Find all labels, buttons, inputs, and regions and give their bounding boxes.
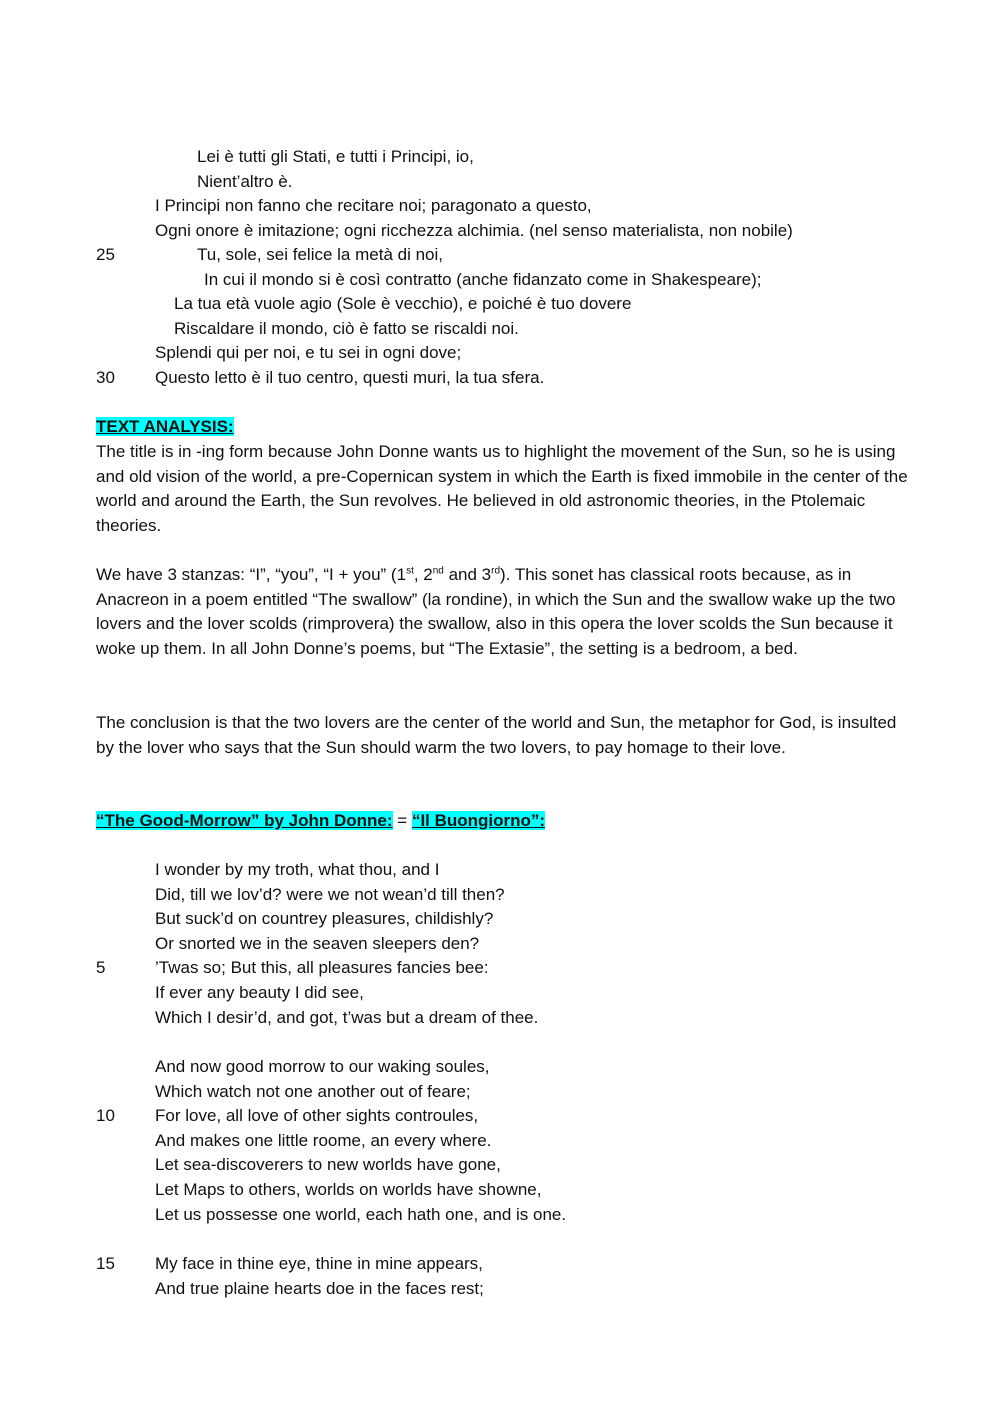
poem-line: I wonder by my troth, what thou, and I bbox=[155, 860, 440, 879]
analysis-paragraph-1: The title is in -ing form because John Donne wants us to highlight the movement of the Sun, so he is using and old vision of the world, a pre-Copernican system in which the Earth is fixed immobile in the center of the world and around the Earth, the Sun revolves. He believed in old astronomic theories, in the Ptolemaic theories. bbox=[96, 442, 908, 535]
line-number: 15 bbox=[96, 1254, 115, 1273]
equals-sign: = bbox=[397, 811, 408, 830]
poem-line: For love, all love of other sights controules, bbox=[155, 1106, 479, 1125]
poem-line: In cui il mondo si è così contratto (anche fidanzato come in Shakespeare); bbox=[204, 270, 762, 289]
line-number: 10 bbox=[96, 1106, 115, 1125]
poem-line: Which I desir’d, and got, t’was but a dream of thee. bbox=[155, 1008, 539, 1027]
poem-line: ’Twas so; But this, all pleasures fancies bee: bbox=[155, 958, 489, 977]
poem-line: Nient’altro è. bbox=[197, 172, 293, 191]
poem-line: Which watch not one another out of feare; bbox=[155, 1082, 471, 1101]
poem-title-italian: “Il Buongiorno”: bbox=[411, 811, 546, 830]
poem-line: And now good morrow to our waking soules, bbox=[155, 1057, 490, 1076]
poem-line: La tua età vuole agio (Sole è vecchio), e poiché è tuo dovere bbox=[174, 294, 632, 313]
text-analysis-heading: TEXT ANALYSIS: bbox=[96, 417, 234, 436]
analysis-paragraph-2: We have 3 stanzas: “I”, “you”, “I + you” (1st, 2nd and 3rd). This sonet has classical roots because, as in Anacreon in a poem entitled “The swallow” (la rondine), in which the Sun and the swallow wake up the two lovers and the lover scolds (rimprovera) the swallow, also in this opera the lover scolds the Sun because it woke up them. In all John Donne’s poems, but “The Extasie”, the setting is a bedroom, a bed. bbox=[96, 565, 896, 658]
poem-line: Ogni onore è imitazione; ogni ricchezza alchimia. (nel senso materialista, non nobile) bbox=[155, 221, 793, 240]
poem-line: And true plaine hearts doe in the faces rest; bbox=[155, 1279, 484, 1298]
poem-line: Questo letto è il tuo centro, questi muri, la tua sfera. bbox=[155, 368, 545, 387]
line-number: 25 bbox=[96, 245, 115, 264]
poem-line: If ever any beauty I did see, bbox=[155, 983, 364, 1002]
poem-line: And makes one little roome, an every where. bbox=[155, 1131, 492, 1150]
section-heading bbox=[96, 415, 234, 439]
poem-line: Did, till we lov’d? were we not wean’d till then? bbox=[155, 885, 505, 904]
poem-line: My face in thine eye, thine in mine appears, bbox=[155, 1254, 483, 1273]
line-number: 30 bbox=[96, 368, 115, 387]
poem-line: But suck’d on countrey pleasures, childishly? bbox=[155, 909, 494, 928]
poem-line: Splendi qui per noi, e tu sei in ogni dove; bbox=[155, 343, 462, 362]
poem-line: Let us possesse one world, each hath one, and is one. bbox=[155, 1205, 567, 1224]
poem-line: Let sea-discoverers to new worlds have gone, bbox=[155, 1155, 501, 1174]
poem-line: Or snorted we in the seaven sleepers den? bbox=[155, 934, 480, 953]
poem-title bbox=[96, 809, 545, 833]
line-number: 5 bbox=[96, 958, 106, 977]
poem-title-english: “The Good-Morrow” by John Donne: bbox=[96, 811, 393, 830]
poem-line: Riscaldare il mondo, ciò è fatto se riscaldi noi. bbox=[174, 319, 519, 338]
poem-line: I Principi non fanno che recitare noi; paragonato a questo, bbox=[155, 196, 592, 215]
poem-line: Lei è tutti gli Stati, e tutti i Principi, io, bbox=[197, 147, 474, 166]
poem-line: Tu, sole, sei felice la metà di noi, bbox=[197, 245, 443, 264]
analysis-paragraph-3: The conclusion is that the two lovers are the center of the world and Sun, the metaphor for God, is insulted by the lover who says that the Sun should warm the two lovers, to pay homage to their love. bbox=[96, 713, 897, 757]
poem-line: Let Maps to others, worlds on worlds have showne, bbox=[155, 1180, 542, 1199]
